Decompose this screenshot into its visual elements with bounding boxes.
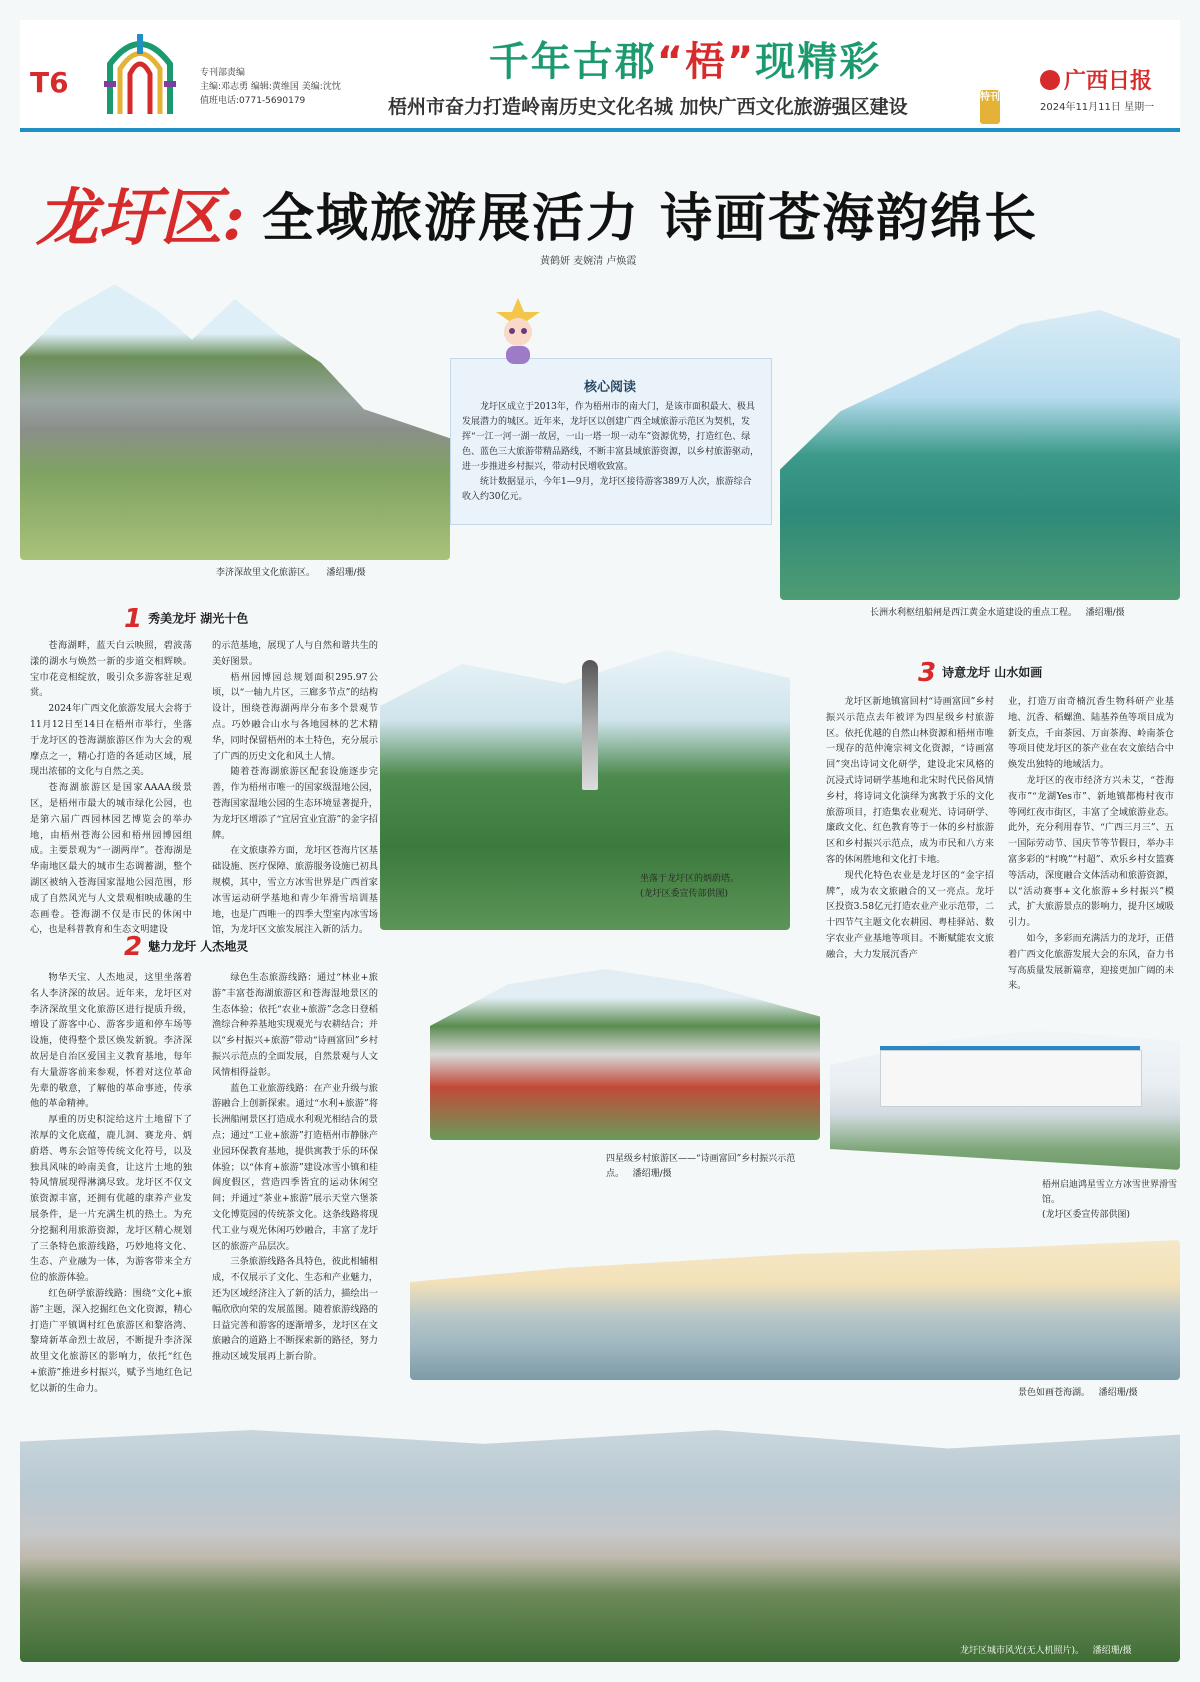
caption-lock xyxy=(870,606,1125,621)
section-3-col-a xyxy=(826,694,994,963)
byline: 黄鹤妍 麦婉清 卢焕霞 xyxy=(540,256,637,267)
caption-text: 景色如画苍海湖。 xyxy=(1018,1388,1091,1398)
paragraph: 绿色生态旅游线路：通过“林业+旅游”丰富苍海湖旅游区和苍海湿地景区的生态体验；依托“农业+旅游”念念日登稻渔综合种养基地实现观光与农耕结合；并以“乡村振兴+旅游”带动“诗画富回”乡村振兴示范点的全面发展，自然景观与人文风情相得益彰。 xyxy=(212,972,378,1078)
topic-title-post: 现精彩 xyxy=(755,39,882,85)
newspaper-logo-icon xyxy=(1040,70,1060,90)
section-1-heading xyxy=(124,604,248,634)
photo-longxu-city-panorama xyxy=(20,1430,1180,1662)
topic-subtitle: 梧州市奋力打造岭南历史文化名城 加快广西文化旅游强区建设 xyxy=(388,96,908,118)
caption-credit: 潘绍珊/摄 xyxy=(1098,1388,1138,1398)
caption-city xyxy=(960,1644,1132,1659)
section-1-col-b xyxy=(212,638,378,938)
section-number: 1 xyxy=(124,604,143,634)
caption-village xyxy=(216,566,366,581)
headline-main: 全域旅游展活力 诗画苍海韵绵长 xyxy=(262,189,1039,249)
photo-shihua-fuhui-village xyxy=(430,950,820,1140)
paragraph: 龙圩区新地镇富回村“诗画富回”乡村振兴示范点去年被评为四星级乡村旅游区。依托优越的自然山林资源和梧州市唯一现存的范仲淹宗祠文化资源，“诗画富回”突出诗词文化研学，建设北宋风格的沉浸式诗词研学基地和北宋时代民俗风情乡村，将诗词文化演绎为寓教于乐的文化旅游项目，打造集农业观光、诗词研学、廉政文化、红色教育等于一体的乡村旅游区和乡村振兴示范点，成为市民和八方来客的休闲胜地和文化打卡地。 xyxy=(826,696,994,865)
section-3-col-b xyxy=(1008,694,1174,994)
section-number: 2 xyxy=(124,932,143,962)
paragraph: 苍海湖旅游区是国家AAAA级景区，是梧州市最大的城市绿化公园，也是第六届广西园林园艺博览会的举办地，由梧州苍海公园和梧州园博园组成。主要景观为“一湖两岸”。苍海湖是华南地区最大的城市生态调蓄湖，整个湖区被纳入苍海国家湿地公园范围，形成了自然风光与人文景观相映成趣的生态画卷。苍海湖不仅是市民的休闲中心，也是科普教育和生态文明建设 xyxy=(30,782,192,936)
paragraph: 蓝色工业旅游线路：在产业升级与旅游融合上创新探索。通过“水利+旅游”将长洲船闸景区打造成水利观光相结合的景点；通过“工业+旅游”打造梧州市静脉产业园环保教育基地，提供寓教于乐的环保体验；以“体育+旅游”建设冰雪小镇和桂阆度假区，营造四季皆宜的运动休闲空间；并通过“茶业+旅游”展示天堂六堡茶文化博览园的传统茶文化。这条线路将现代工业与观光休闲巧妙融合，丰富了龙圩区的旅游产品层次。 xyxy=(212,1082,378,1252)
ski-hall-building xyxy=(880,1050,1142,1107)
caption-text: 坐落于龙圩区的炳蔚塔。 xyxy=(640,874,740,884)
caption-credit: (龙圩区委宣传部供图) xyxy=(1042,1210,1131,1220)
paragraph: 厚重的历史积淀给这片土地留下了浓厚的文化底蕴，鹿儿洞、赛龙舟、炳蔚塔、粤东会馆等传统文化符号，以及独具风味的岭南美食，让这片土地的独特风情展现得淋漓尽致。龙圩区不仅文旅资源丰富，还拥有优越的康养产业发展条件，是一片充满生机的热土。为充分挖掘利用旅游资源，龙圩区精心规划了三条特色旅游线路，巧妙地将文化、生态、产业融为一体，为游客带来全方位的旅游体验。 xyxy=(30,1114,192,1284)
paragraph: 如今，多彩而充满活力的龙圩，正借着广西文化旅游发展大会的东风，奋力书写高质量发展新篇章，迎接更加广阔的未来。 xyxy=(1008,932,1174,992)
core-paragraph: 龙圩区成立于2013年，作为梧州市的南大门，是该市面积最大、极具发展潜力的城区。近年来，龙圩区以创建广西全域旅游示范区为契机，发挥“一江一河一湖一故居，一山一塔一坝一动车”资源优势，打造红色、绿色、蓝色三大旅游带精品路线，不断丰富县域旅游资源，以乡村旅游驱动，进一步推进乡村振兴，带动村民增收致富。 xyxy=(462,402,760,472)
photo-li-jishen-hometown xyxy=(20,270,450,560)
core-paragraph: 统计数据显示，今年1—9月，龙圩区接待游客389万人次，旅游综合收入约30亿元。 xyxy=(462,477,752,502)
paragraph: 物华天宝、人杰地灵，这里坐落着名人李济深的故居。近年来，龙圩区对李济深故里文化旅游区进行提质升级，增设了游客中心、游客步道和停车场等设施，使得整个景区焕发新貌。李济深故居是自治区爱国主义教育基地，每年有大量游客前来参观，怀着对这位革命先辈的敬意，了解他的革命事迹，传承他的革命精神。 xyxy=(30,972,192,1110)
core-reading-title: 核心阅读 xyxy=(583,380,636,395)
paragraph: 梧州园博园总规划面积295.97公顷，以“一轴九片区，三廊多节点”的结构设计，围绕苍海湖两岸分布多个景观节点。巧妙融合山水与各地园林的艺术精华，同时保留梧州的本土特色，充分展示了广西的历史文化和风土人情。 xyxy=(212,671,378,762)
caption-ice xyxy=(1042,1178,1177,1223)
photo-canghai-lake xyxy=(410,1240,1180,1380)
caption-text: 龙圩区城市风光(无人机照片)。 xyxy=(960,1646,1085,1656)
mascot-icon xyxy=(490,296,546,366)
issue-date: 2024年11月11日 星期一 xyxy=(1040,102,1155,113)
pagoda-shape xyxy=(582,660,598,790)
special-issue-badge: 特刊 xyxy=(980,90,1000,124)
caption-text: 梧州启迪鸿星雪立方冰雪世界滑雪馆。 xyxy=(1042,1180,1178,1205)
paragraph: 苍海湖畔，蓝天白云映照，碧波荡漾的湖水与焕然一新的步道交相辉映。宝巾花竞相绽放，吸引众多游客驻足观赏。 xyxy=(30,640,192,699)
paragraph: 龙圩区的夜市经济方兴未艾，“苍海夜市”“龙湖Yes市”、新地镇都梅村夜市等网红夜市街区，丰富了全域旅游业态。此外，充分利用春节、“广西三月三”、五一国际劳动节、国庆节等节假日，举办丰富多彩的“村晚”“村超”、欢乐乡村女篮赛等活动，深度融合文体活动和旅游资源，以“活动赛事+文化旅游+乡村振兴”模式，扩大旅游景点的影响力，提升区域吸引力。 xyxy=(1008,774,1174,929)
topic-title xyxy=(440,30,930,87)
caption-credit: 潘绍珊/摄 xyxy=(326,568,366,578)
paragraph: 业，打造万亩奇楠沉香生物科研产业基地、沉香、稻螺渔、陆基养鱼等项目成为新支点，千亩茶园、万亩茶海、岭南茶仓等项目使龙圩区的茶产业在农文旅结合中焕发出独特的地域活力。 xyxy=(1008,696,1174,771)
header-rule xyxy=(20,128,1180,132)
paragraph: 现代化特色农业是龙圩区的“金字招牌”，成为农文旅融合的又一亮点。龙圩区投资3.58亿元打造农业产业示范带，二十四节气主题文化农耕园、粤桂驿站、数字农业产业基地等项目。不断赋能农文旅融合，大力发展沉香产 xyxy=(826,869,994,960)
caption-credit: 潘绍珊/摄 xyxy=(632,1169,672,1179)
topic-title-key: “梧” xyxy=(656,39,756,85)
section-title: 魅力龙圩 人杰地灵 xyxy=(148,939,249,954)
paragraph: 三条旅游线路各具特色，彼此相辅相成，不仅展示了文化、生态和产业魅力，还为区域经济注入了新的活力，描绘出一幅欣欣向荣的发展蓝图。随着旅游线路的日益完善和游客的逐渐增多，龙圩区在文旅融合的道路上不断探索新的路径，努力推动区域发展再上新台阶。 xyxy=(212,1256,378,1363)
caption-text: 李济深故里文化旅游区。 xyxy=(216,568,316,578)
newspaper-name: 广西日报 xyxy=(1064,68,1153,94)
headline-district: 龙圩区: xyxy=(36,181,245,254)
editor-line: 专刊部责编 xyxy=(200,68,246,78)
section-1-col-a xyxy=(30,638,192,938)
caption-tower xyxy=(640,872,770,902)
topic-logo-icon xyxy=(100,24,180,120)
section-number: 3 xyxy=(918,658,937,688)
caption-credit: 潘绍珊/摄 xyxy=(1085,608,1125,618)
paragraph: 在文旅康养方面，龙圩区苍海片区基础设施、医疗保障、旅游服务设施已初具规模，其中，雪立方冰雪世界是广西首家冰雪运动研学基地和青少年滑雪培训基地，也是广西唯一的四季大型室内冰雪场馆，为龙圩区文旅发展注入新的活力。 xyxy=(212,845,378,936)
core-reading-text xyxy=(462,400,760,505)
topic-title-pre: 千年古郡 xyxy=(488,39,657,85)
editor-line: 值班电话:0771-5690179 xyxy=(200,96,306,106)
paragraph: 随着苍海湖旅游区配套设施逐步完善，作为梧州市唯一的国家级湿地公园，苍海国家湿地公园的生态环境显著提升，为龙圩区增添了“宜居宜业宜游”的金字招牌。 xyxy=(212,766,378,841)
caption-credit: 潘绍珊/摄 xyxy=(1092,1646,1132,1656)
caption-text: 长洲水利枢纽船闸是西江黄金水道建设的重点工程。 xyxy=(870,608,1078,618)
editor-info xyxy=(200,66,341,108)
caption-credit: (龙圩区委宣传部供图) xyxy=(640,889,729,899)
section-title: 秀美龙圩 湖光十色 xyxy=(148,611,249,626)
section-2-col-b xyxy=(212,970,378,1365)
caption-sifu xyxy=(606,1152,816,1182)
section-2-col-a xyxy=(30,970,192,1397)
caption-text: 四星级乡村旅游区——“诗画富回”乡村振兴示范点。 xyxy=(606,1154,796,1179)
caption-river xyxy=(1018,1386,1138,1401)
paragraph: 2024年广西文化旅游发展大会将于11月12日至14日在梧州市举行，坐落于龙圩区的苍海湖旅游区作为大会的观摩点之一，精心打造的各延动区域，展现出浓郁的文化与自然之美。 xyxy=(30,703,192,778)
section-2-heading xyxy=(124,932,248,962)
paragraph: 红色研学旅游线路：围绕“文化+旅游”主题，深入挖掘红色文化资源，精心打造广平镇调村红色旅游区和黎洛湾、黎琦新革命烈士故居，不断提升李济深故里文化旅游区的影响力，依托“红色+旅游”推进乡村振兴，赋予当地红色记忆以新的生命力。 xyxy=(30,1287,192,1394)
photo-changzhou-ship-lock xyxy=(780,310,1180,600)
paragraph: 的示范基地，展现了人与自然和谐共生的美好图景。 xyxy=(212,640,378,667)
page-number: T6 xyxy=(30,66,69,99)
editor-line: 主编:邓志勇 编辑:黄维国 美编:沈忱 xyxy=(200,82,341,92)
section-title: 诗意龙圩 山水如画 xyxy=(942,665,1043,680)
section-3-heading xyxy=(918,658,1042,688)
